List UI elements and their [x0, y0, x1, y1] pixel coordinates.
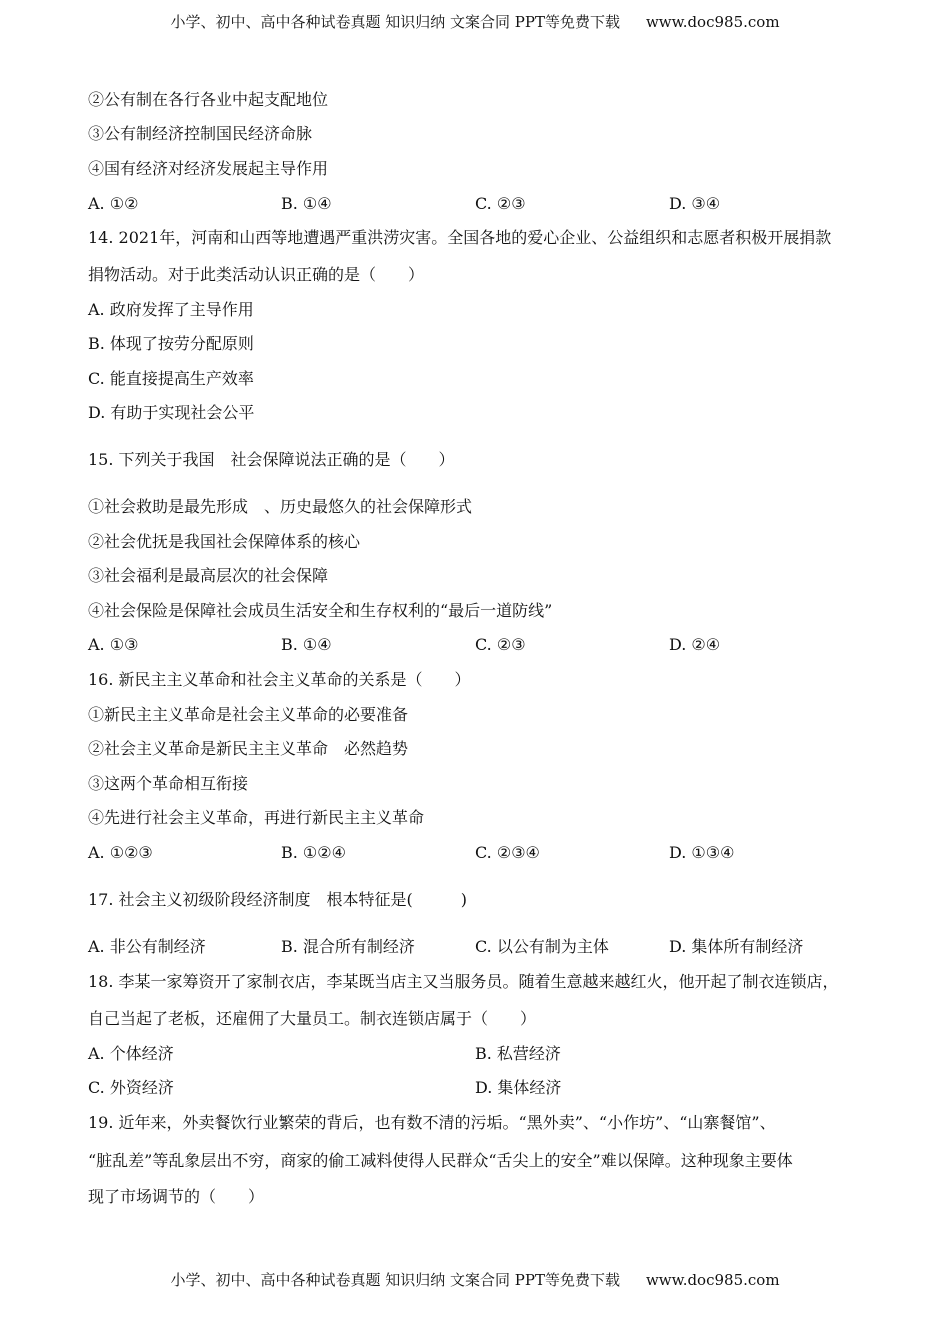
footer-text: 小学、初中、高中各种试卷真题 知识归纳 文案合同 PPT等免费下载 [170, 1271, 620, 1289]
q13-item-3: ③公有制经济控制国民经济命脉 [88, 124, 313, 143]
q18-option-d: D. 集体经济 [475, 1078, 562, 1097]
q13-item-4: ④国有经济对经济发展起主导作用 [88, 159, 329, 178]
q17-option-b: B. 混合所有制经济 [281, 937, 415, 956]
q15-option-c: C. ②③ [475, 635, 526, 654]
q16-item-2: ②社会主义革命是新民主主义革命 必然趋势 [88, 739, 409, 758]
q15-item-3: ③社会福利是最高层次的社会保障 [88, 566, 329, 585]
q16-item-1: ①新民主主义革命是社会主义革命的必要准备 [88, 705, 409, 724]
q13-item-2: ②公有制在各行各业中起支配地位 [88, 90, 329, 109]
q14-option-a: A. 政府发挥了主导作用 [88, 300, 254, 319]
q16-option-b: B. ①②④ [281, 843, 346, 862]
q19-stem-line-2: “脏乱差”等乱象层出不穷，商家的偷工减料使得人民群众“舌尖上的安全”难以保障。这种现象主要体 [88, 1151, 793, 1170]
q19-stem-line-3: 现了市场调节的（ ） [88, 1187, 265, 1206]
footer-site: www.doc985.com [645, 1271, 780, 1289]
header-site: www.doc985.com [645, 13, 780, 31]
q15-option-d: D. ②④ [669, 635, 721, 654]
q16-item-3: ③这两个革命相互衔接 [88, 774, 249, 793]
q17-option-d: D. 集体所有制经济 [669, 937, 804, 956]
q16-option-d: D. ①③④ [669, 843, 735, 862]
q15-item-4: ④社会保险是保障社会成员生活安全和生存权利的“最后一道防线” [88, 601, 553, 620]
q18-option-b: B. 私营经济 [475, 1044, 561, 1063]
q19-stem-line-1: 19. 近年来，外卖餐饮行业繁荣的背后，也有数不清的污垢。“黑外卖”、“小作坊”、“山寨餐馆”、 [88, 1113, 776, 1132]
q16-item-4: ④先进行社会主义革命，再进行新民主主义革命 [88, 808, 425, 827]
header-text: 小学、初中、高中各种试卷真题 知识归纳 文案合同 PPT等免费下载 [170, 13, 620, 31]
q18-option-a: A. 个体经济 [88, 1044, 174, 1063]
q13-option-a: A. ①② [88, 194, 139, 213]
q18-option-c: C. 外资经济 [88, 1078, 174, 1097]
q16-option-c: C. ②③④ [475, 843, 540, 862]
q13-option-c: C. ②③ [475, 194, 526, 213]
q14-option-c: C. 能直接提高生产效率 [88, 369, 254, 388]
q16-stem: 16. 新民主主义革命和社会主义革命的关系是（ ） [88, 670, 471, 689]
q15-item-1: ①社会救助是最先形成 、历史最悠久的社会保障形式 [88, 497, 473, 516]
q14-option-b: B. 体现了按劳分配原则 [88, 334, 254, 353]
q18-stem-line-2: 自己当起了老板，还雇佣了大量员工。制衣连锁店属于（ ） [88, 1009, 537, 1028]
q15-item-2: ②社会优抚是我国社会保障体系的核心 [88, 532, 361, 551]
page-header [0, 12, 950, 32]
q13-option-b: B. ①④ [281, 194, 332, 213]
q13-option-d: D. ③④ [669, 194, 721, 213]
q14-option-d: D. 有助于实现社会公平 [88, 403, 255, 422]
q17-option-c: C. 以公有制为主体 [475, 937, 609, 956]
q15-option-b: B. ①④ [281, 635, 332, 654]
q14-stem-line-1: 14. 2021年，河南和山西等地遭遇严重洪涝灾害。全国各地的爱心企业、公益组织和志愿者积极开展捐款 [88, 228, 832, 247]
q15-stem: 15. 下列关于我国 社会保障说法正确的是（ ） [88, 450, 455, 469]
q14-stem-line-2: 捐物活动。对于此类活动认识正确的是（ ） [88, 265, 425, 284]
q17-stem: 17. 社会主义初级阶段经济制度 根本特征是( ) [88, 890, 468, 909]
q18-stem-line-1: 18. 李某一家筹资开了家制衣店，李某既当店主又当服务员。随着生意越来越红火，他开起了制衣连锁店， [88, 972, 839, 991]
q16-option-a: A. ①②③ [88, 843, 153, 862]
q17-option-a: A. 非公有制经济 [88, 937, 206, 956]
q15-option-a: A. ①③ [88, 635, 139, 654]
page-footer [0, 1270, 950, 1290]
